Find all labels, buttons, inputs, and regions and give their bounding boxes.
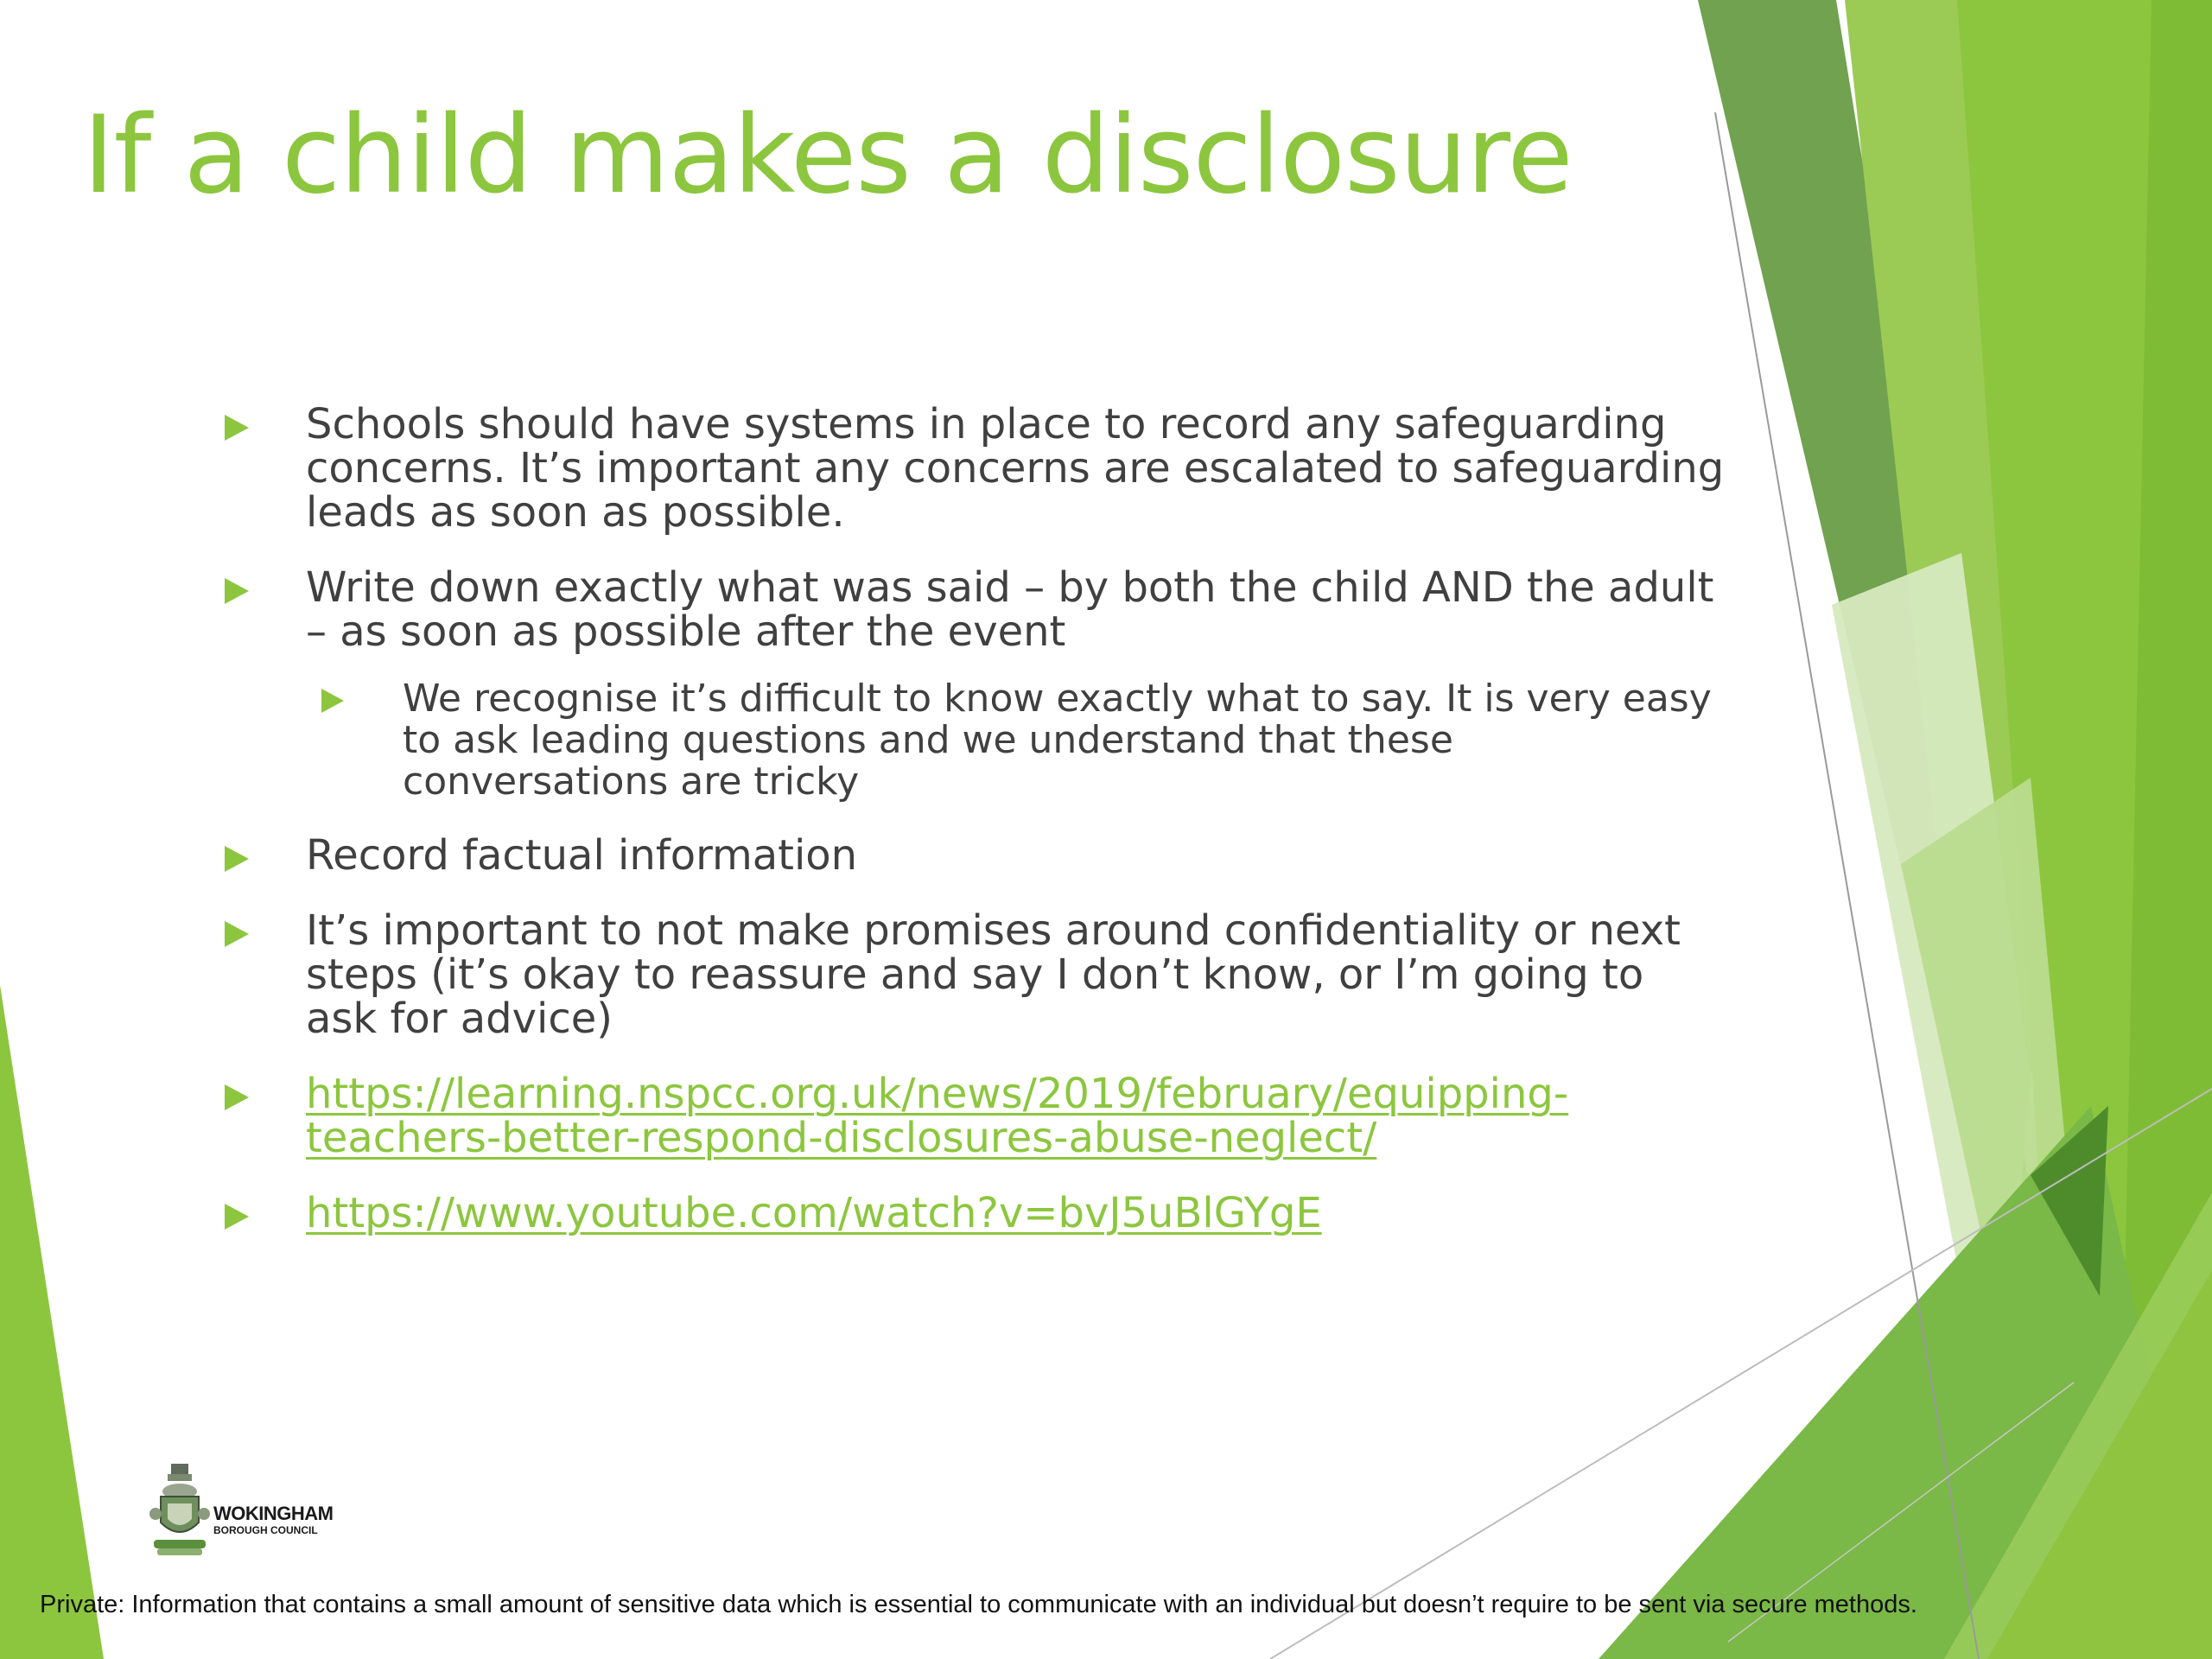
logo-text — [213, 1503, 333, 1536]
classification-footer: Private: Information that contains a small amount of sensitive data which is essential to communicate with an individual but doesn’t require to be sent via secure methods. — [40, 1591, 1917, 1618]
slide-title: If a child makes a disclosure — [83, 93, 1573, 218]
bullet-item — [221, 400, 1725, 537]
bullet-arrow-icon — [225, 1084, 249, 1110]
bullet-arrow-icon — [225, 1204, 249, 1230]
bullet-item — [221, 906, 1725, 1043]
bullet-item — [221, 563, 1725, 656]
youtube-link[interactable]: https://www.youtube.com/watch?v=bvJ5uBlGYgE — [306, 1189, 1322, 1237]
logo-subtitle: BOROUGH COUNCIL — [213, 1524, 318, 1536]
bullet-text: Schools should have systems in place to record any safeguarding concerns. It’s important any concerns are escalated to safeguarding leads as soon as possible. — [306, 400, 1725, 537]
bullet-item — [221, 1072, 1725, 1160]
bullet-text: Record factual information — [306, 831, 858, 880]
bullet-item — [221, 1189, 1725, 1237]
bullet-arrow-icon — [321, 689, 344, 713]
nspcc-link[interactable]: https://learning.nspcc.org.uk/news/2019/february/equipping-teachers-better-respond-disclosures-abuse-neglect/ — [306, 1070, 1569, 1162]
council-crest-icon — [149, 1462, 211, 1559]
logo-name: WOKINGHAM — [213, 1503, 334, 1524]
background-left-wedge — [0, 985, 104, 1659]
bullet-arrow-icon — [225, 846, 249, 872]
bullet-text: We recognise it’s difficult to know exactly what to say. It is very easy to ask leading questions and we understand that these conversations are tricky — [403, 677, 1712, 804]
bullet-arrow-icon — [225, 415, 249, 441]
bullet-text: It’s important to not make promises around confidentiality or next steps (it’s okay to reassure and say I don’t know, or I’m going to ask for advice) — [306, 906, 1681, 1043]
bullet-arrow-icon — [225, 921, 249, 947]
sub-bullet-item — [318, 678, 1725, 803]
bullet-list — [221, 400, 1725, 1267]
council-logo — [149, 1462, 339, 1559]
bullet-arrow-icon — [225, 578, 249, 604]
bullet-text: Write down exactly what was said – by both the child AND the adult – as soon as possible after the event — [306, 563, 1714, 656]
bullet-item — [221, 831, 1725, 880]
